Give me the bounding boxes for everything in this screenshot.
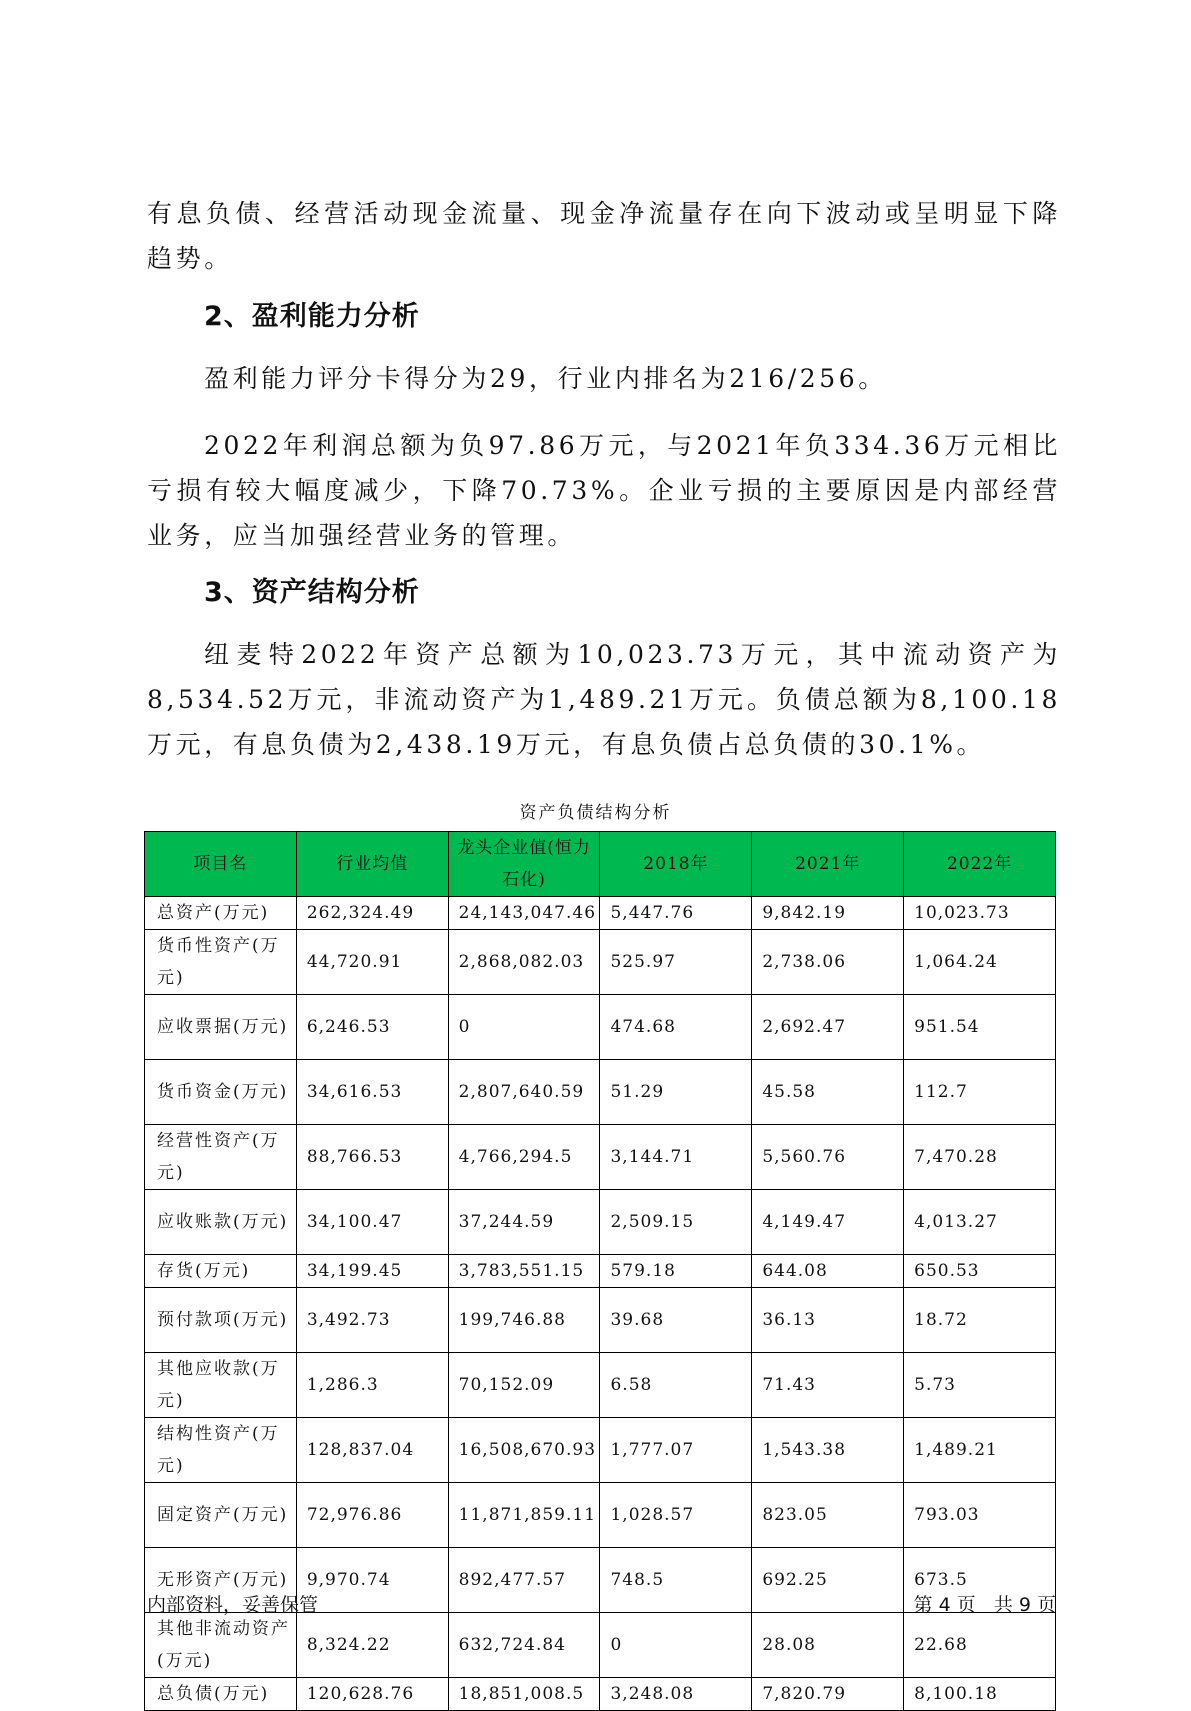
cell-value: 1,777.07 — [600, 1418, 752, 1483]
cell-value: 892,477.57 — [448, 1548, 600, 1613]
cell-value: 88,766.53 — [296, 1125, 448, 1190]
cell-value: 632,724.84 — [448, 1613, 600, 1678]
cell-value: 34,199.45 — [296, 1255, 448, 1288]
cell-value: 70,152.09 — [448, 1353, 600, 1418]
cell-value: 37,244.59 — [448, 1190, 600, 1255]
row-label: 货币资金(万元) — [145, 1060, 297, 1125]
paragraph-assets: 纽麦特2022年资产总额为10,023.73万元，其中流动资产为8,534.52万元，非流动资产为1,489.21万元。负债总额为8,100.18万元，有息负债为2,438.19万元，有息负债占总负债的30.1%。 — [147, 640, 1061, 759]
column-header: 2022年 — [904, 832, 1056, 897]
cell-value: 45.58 — [752, 1060, 904, 1125]
cell-value: 951.54 — [904, 995, 1056, 1060]
paragraph-trend: 有息负债、经营活动现金流量、现金净流量存在向下波动或呈明显下降趋势。 — [147, 199, 1061, 273]
cell-value: 525.97 — [600, 930, 752, 995]
cell-value: 823.05 — [752, 1483, 904, 1548]
cell-value: 3,248.08 — [600, 1678, 752, 1711]
cell-value: 11,871,859.11 — [448, 1483, 600, 1548]
table-row — [145, 897, 1056, 930]
cell-value: 474.68 — [600, 995, 752, 1060]
cell-value: 2,692.47 — [752, 995, 904, 1060]
cell-value: 112.7 — [904, 1060, 1056, 1125]
cell-value: 1,489.21 — [904, 1418, 1056, 1483]
paragraph-profit: 2022年利润总额为负97.86万元，与2021年负334.36万元相比亏损有较大幅度减少，下降70.73%。企业亏损的主要原因是内部经营业务，应当加强经营业务的管理。 — [147, 431, 1061, 550]
cell-value: 6.58 — [600, 1353, 752, 1418]
cell-value: 199,746.88 — [448, 1288, 600, 1353]
row-label: 其他非流动资产(万元) — [145, 1613, 297, 1678]
table-row — [145, 1288, 1056, 1353]
cell-value: 2,509.15 — [600, 1190, 752, 1255]
cell-value: 34,616.53 — [296, 1060, 448, 1125]
row-label: 固定资产(万元) — [145, 1483, 297, 1548]
row-label: 其他应收款(万元) — [145, 1353, 297, 1418]
heading-asset-structure: 3、资产结构分析 — [204, 577, 420, 608]
cell-value: 7,470.28 — [904, 1125, 1056, 1190]
row-label: 应收票据(万元) — [145, 995, 297, 1060]
cell-value: 10,023.73 — [904, 897, 1056, 930]
cell-value: 3,492.73 — [296, 1288, 448, 1353]
table-row — [145, 930, 1056, 995]
cell-value: 7,820.79 — [752, 1678, 904, 1711]
cell-value: 1,064.24 — [904, 930, 1056, 995]
cell-value: 0 — [600, 1613, 752, 1678]
table-row — [145, 1255, 1056, 1288]
cell-value: 1,543.38 — [752, 1418, 904, 1483]
cell-value: 51.29 — [600, 1060, 752, 1125]
column-header: 项目名 — [145, 832, 297, 897]
row-label: 经营性资产(万元) — [145, 1125, 297, 1190]
cell-value: 1,028.57 — [600, 1483, 752, 1548]
cell-value: 72,976.86 — [296, 1483, 448, 1548]
table-row — [145, 1678, 1056, 1711]
table-row — [145, 1125, 1056, 1190]
column-header: 行业均值 — [296, 832, 448, 897]
table-row — [145, 1353, 1056, 1418]
cell-value: 6,246.53 — [296, 995, 448, 1060]
row-label: 存货(万元) — [145, 1255, 297, 1288]
cell-value: 9,970.74 — [296, 1548, 448, 1613]
column-header: 2018年 — [600, 832, 752, 897]
cell-value: 34,100.47 — [296, 1190, 448, 1255]
cell-value: 28.08 — [752, 1613, 904, 1678]
column-header: 2021年 — [752, 832, 904, 897]
row-label: 总资产(万元) — [145, 897, 297, 930]
table-row — [145, 1190, 1056, 1255]
row-label: 无形资产(万元) — [145, 1548, 297, 1613]
cell-value: 5,447.76 — [600, 897, 752, 930]
cell-value: 1,286.3 — [296, 1353, 448, 1418]
cell-value: 2,738.06 — [752, 930, 904, 995]
row-label: 应收账款(万元) — [145, 1190, 297, 1255]
cell-value: 8,324.22 — [296, 1613, 448, 1678]
cell-value: 650.53 — [904, 1255, 1056, 1288]
cell-value: 262,324.49 — [296, 897, 448, 930]
table-row — [145, 1613, 1056, 1678]
cell-value: 2,807,640.59 — [448, 1060, 600, 1125]
cell-value: 128,837.04 — [296, 1418, 448, 1483]
cell-value: 120,628.76 — [296, 1678, 448, 1711]
footer-confidential: 内部资料，妥善保管 — [147, 1594, 319, 1616]
cell-value: 16,508,670.93 — [448, 1418, 600, 1483]
table-caption: 资产负债结构分析 — [519, 803, 672, 823]
cell-value: 24,143,047.46 — [448, 897, 600, 930]
cell-value: 5.73 — [904, 1353, 1056, 1418]
cell-value: 692.25 — [752, 1548, 904, 1613]
cell-value: 4,149.47 — [752, 1190, 904, 1255]
table-row — [145, 995, 1056, 1060]
column-header: 龙头企业值(恒力石化) — [448, 832, 600, 897]
cell-value: 44,720.91 — [296, 930, 448, 995]
cell-value: 3,144.71 — [600, 1125, 752, 1190]
cell-value: 748.5 — [600, 1548, 752, 1613]
footer-page-number: 第 4 页 共 9 页 — [913, 1594, 1056, 1616]
cell-value: 3,783,551.15 — [448, 1255, 600, 1288]
cell-value: 71.43 — [752, 1353, 904, 1418]
cell-value: 0 — [448, 995, 600, 1060]
asset-liability-table — [144, 831, 1056, 1711]
table-row — [145, 1418, 1056, 1483]
cell-value: 793.03 — [904, 1483, 1056, 1548]
cell-value: 4,766,294.5 — [448, 1125, 600, 1190]
table-row — [145, 1060, 1056, 1125]
row-label: 货币性资产(万元) — [145, 930, 297, 995]
paragraph-scorecard: 盈利能力评分卡得分为29，行业内排名为216/256。 — [204, 364, 887, 393]
table-header-row — [145, 832, 1056, 897]
cell-value: 8,100.18 — [904, 1678, 1056, 1711]
cell-value: 644.08 — [752, 1255, 904, 1288]
cell-value: 18,851,008.5 — [448, 1678, 600, 1711]
row-label: 结构性资产(万元) — [145, 1418, 297, 1483]
row-label: 总负债(万元) — [145, 1678, 297, 1711]
cell-value: 2,868,082.03 — [448, 930, 600, 995]
table-row — [145, 1483, 1056, 1548]
cell-value: 673.5 — [904, 1548, 1056, 1613]
heading-profitability: 2、盈利能力分析 — [204, 301, 420, 332]
cell-value: 9,842.19 — [752, 897, 904, 930]
cell-value: 39.68 — [600, 1288, 752, 1353]
cell-value: 22.68 — [904, 1613, 1056, 1678]
cell-value: 36.13 — [752, 1288, 904, 1353]
cell-value: 18.72 — [904, 1288, 1056, 1353]
cell-value: 579.18 — [600, 1255, 752, 1288]
cell-value: 4,013.27 — [904, 1190, 1056, 1255]
row-label: 预付款项(万元) — [145, 1288, 297, 1353]
cell-value: 5,560.76 — [752, 1125, 904, 1190]
